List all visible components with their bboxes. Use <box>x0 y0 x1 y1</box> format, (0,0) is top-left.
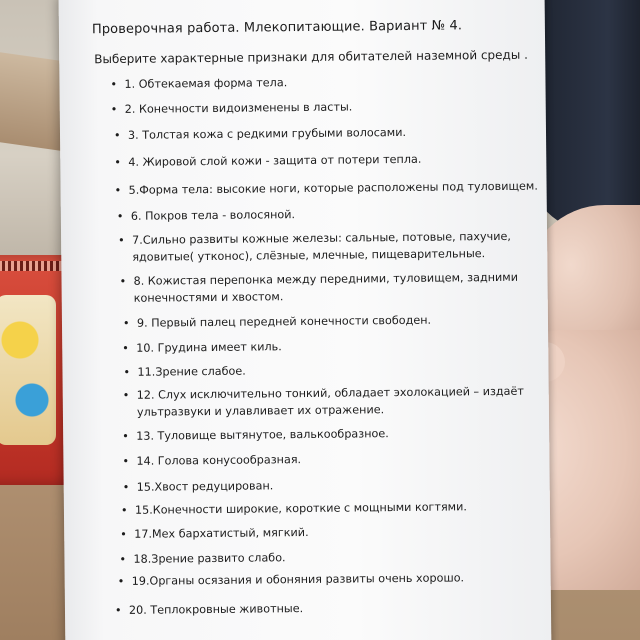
bullet-marker: • <box>122 480 130 494</box>
bullet-marker: • <box>118 233 125 247</box>
question-text: 3. Толстая кожа с редкими грубыми волосами. <box>127 125 407 142</box>
question-item <box>113 124 407 144</box>
question-item <box>116 206 296 225</box>
question-text: 11.Зрение слабое. <box>137 364 246 379</box>
question-item <box>123 363 246 381</box>
bullet-marker: • <box>122 341 129 355</box>
bullet-marker: • <box>114 155 121 169</box>
bullet-marker: • <box>119 274 127 288</box>
question-text: 1. Обтекаемая форма тела. <box>124 76 288 91</box>
question-item <box>117 569 465 589</box>
question-text-continued: ядовитые( утконос), слёзные, млечные, пищеварительные. <box>132 247 486 264</box>
bullet-marker: • <box>122 454 130 468</box>
sheet-instruction: Выберите характерные признаки для обитателей наземной среды . <box>94 47 528 67</box>
question-text: 10. Грудина имеет киль. <box>136 340 282 355</box>
question-item <box>120 498 467 518</box>
question-item <box>114 178 538 199</box>
bullet-marker: • <box>122 316 130 330</box>
bullet-marker: • <box>114 183 122 197</box>
question-text: 18.Зрение развито слабо. <box>133 551 286 566</box>
question-text: 14. Голова конусообразная. <box>136 453 302 468</box>
question-item <box>122 451 302 470</box>
bullet-marker: • <box>122 388 130 402</box>
question-text: 7.Сильно развиты кожные железы: сальные, потовые, пахучие, <box>132 229 512 247</box>
question-text: 8. Кожистая перепонка между передними, туловищем, задними <box>133 270 519 288</box>
question-item <box>122 425 389 445</box>
question-text-continued: ультразвуки и улавливает их отражение. <box>136 403 385 419</box>
question-item <box>110 74 288 93</box>
question-item <box>119 549 286 568</box>
question-text-continued: конечностями и хвостом. <box>133 290 284 305</box>
test-sheet <box>59 0 552 640</box>
bullet-marker: • <box>114 603 122 618</box>
question-item <box>122 477 274 495</box>
bullet-marker: • <box>113 128 121 142</box>
bullet-marker: • <box>122 429 129 443</box>
question-text: 17.Мех бархатистый, мягкий. <box>134 525 309 541</box>
question-item <box>122 383 524 421</box>
question-text: 2. Конечности видоизменены в ласты. <box>124 100 353 116</box>
question-item <box>120 524 309 543</box>
question-item <box>122 312 432 332</box>
question-text: 4. Жировой слой кожи - защита от потери тепла. <box>128 152 422 169</box>
bullet-marker: • <box>110 77 118 92</box>
question-item <box>114 151 422 171</box>
question-item <box>114 600 304 619</box>
bullet-marker: • <box>120 503 128 517</box>
question-item <box>118 228 512 266</box>
sheet-title: Проверочная работа. Млекопитающие. Вариант № 4. <box>91 18 463 38</box>
question-text: 20. Теплокровные животные. <box>128 602 304 617</box>
question-item <box>122 338 282 357</box>
bullet-marker: • <box>119 552 127 566</box>
bullet-marker: • <box>110 102 118 117</box>
bullet-marker: • <box>120 527 127 541</box>
question-text: 13. Туловище вытянутое, валькообразное. <box>136 427 389 443</box>
question-text: 15.Хвост редуцирован. <box>136 479 274 494</box>
pencil-case-print <box>0 295 56 445</box>
bullet-marker: • <box>123 365 131 379</box>
question-text: 9. Первый палец передней конечности свободен. <box>136 313 432 330</box>
bullet-marker: • <box>116 209 124 223</box>
question-item <box>119 269 519 307</box>
question-text: 19.Органы осязания и обоняния развиты очень хорошо. <box>131 571 465 588</box>
question-item <box>110 98 353 117</box>
bullet-marker: • <box>117 574 125 588</box>
question-text: 15.Конечности широкие, короткие с мощными когтями. <box>134 500 467 517</box>
question-text: 5.Форма тела: высокие ноги, которые расположены под туловищем. <box>128 179 538 197</box>
question-text: 6. Покров тела - волосяной. <box>130 208 296 223</box>
question-text: 12. Слух исключительно тонкий, обладает эхолокацией – издаёт <box>136 384 524 402</box>
